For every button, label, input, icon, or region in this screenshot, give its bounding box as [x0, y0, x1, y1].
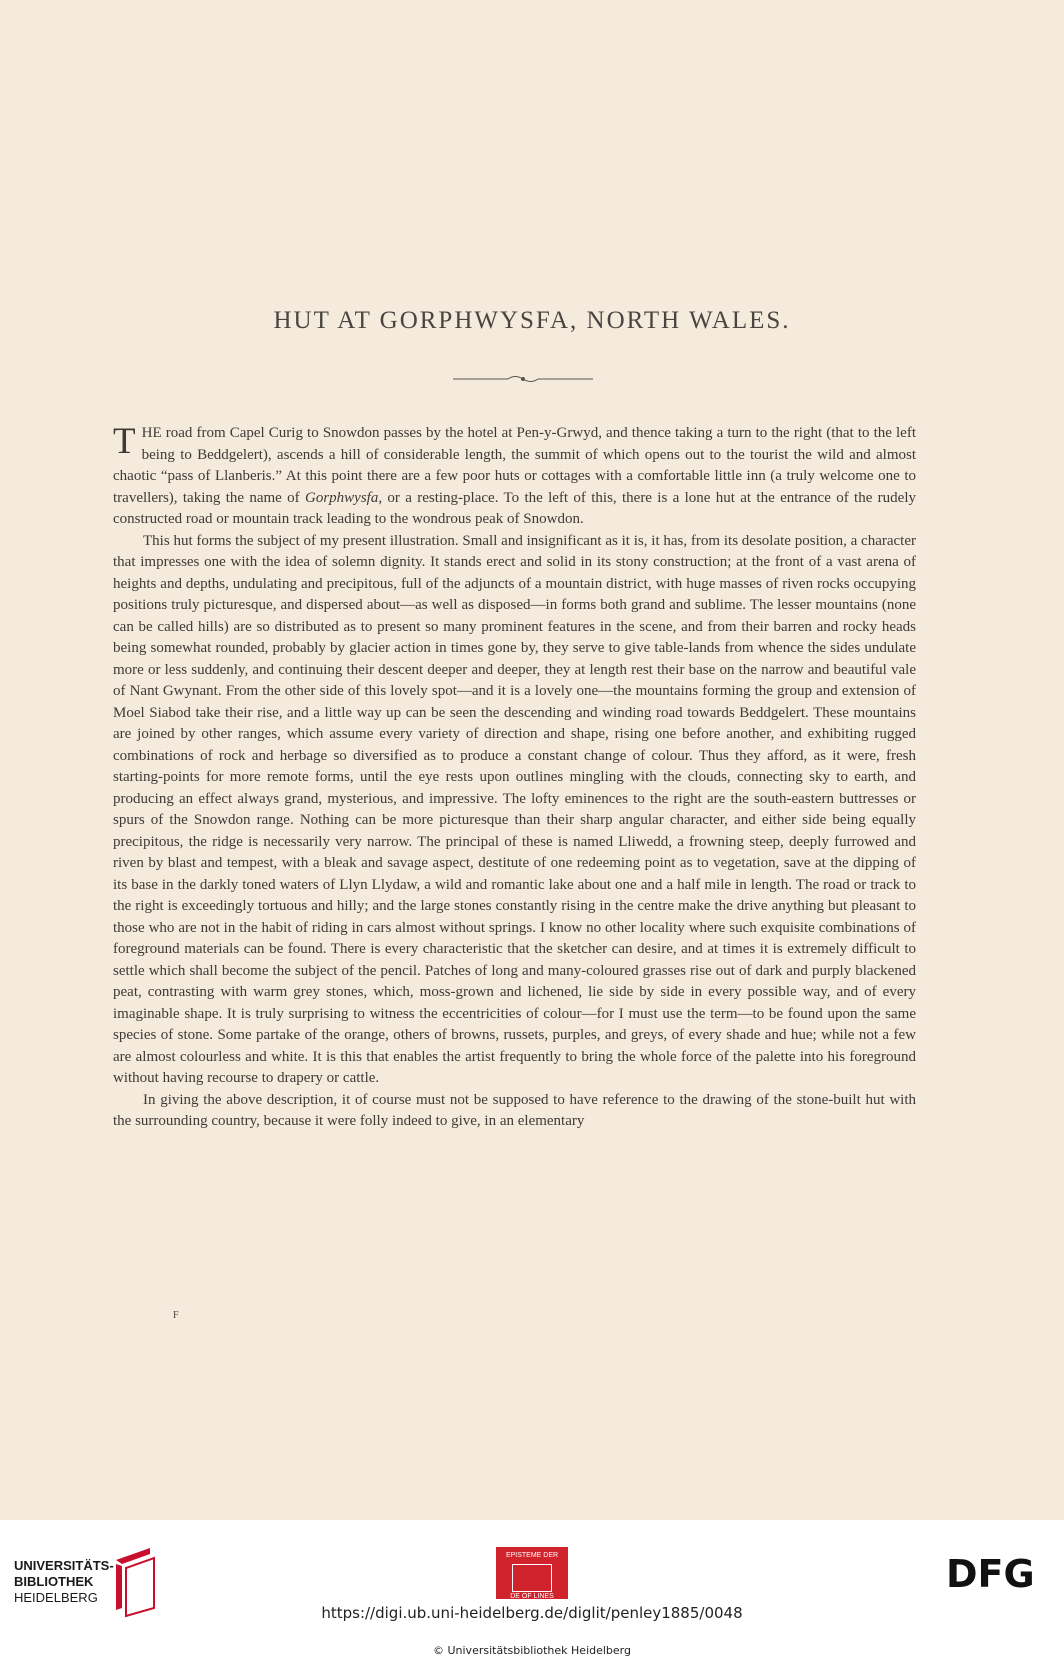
paragraph-1: THE road from Capel Curig to Snowdon passes by the hotel at Pen-y-Grwyd, and thence taking a turn to the right (that to the left being to Beddgelert), ascends a hill of considerable length, the summit of which opens out to the tourist the wild and almost chaotic “pass of Llanberis.” At this point there are a few poor huts or cottages with a comfortable little inn (a truly welcome one to travellers), taking the name of Gorphwysfa, or a resting-place. To the left of this, there is a lone hut at the entrance of the rudely constructed road or mountain track leading to the wondrous peak of Snowdon. [113, 421, 916, 527]
page-title: HUT AT GORPHWYSFA, NORTH WALES. [273, 307, 791, 334]
signature-mark: F [173, 1310, 179, 1321]
paragraph-3: In giving the above description, it of course must not be supposed to have reference to the drawing of the stone-built hut with the surrounding country, because it were folly indeed to give, in an elementary [113, 1091, 916, 1129]
copyright-notice: © Universitätsbibliothek Heidelberg [432, 1644, 631, 1657]
permalink-url[interactable]: https://digi.ub.uni-heidelberg.de/diglit/penley1885/0048 [321, 1604, 743, 1622]
dfg-logo[interactable] [946, 1553, 1050, 1591]
drop-cap: T [113, 421, 136, 462]
ornament-divider [453, 373, 593, 385]
episteme-logo-emblem [512, 1564, 552, 1592]
svg-text:DFG: DFG [946, 1553, 1035, 1591]
digitization-footer [0, 1520, 1064, 1668]
university-library-logo[interactable]: UNIVERSITÄTS- BIBLIOTHEK HEIDELBERG [14, 1548, 154, 1618]
article-body [113, 423, 916, 1133]
paragraph-2: This hut forms the subject of my present illustration. Small and insignificant as it is, it has, from its desolate position, a character that impresses one with the idea of solemn dignity. It stands erect and solid in its stony construction; at the front of a vast arena of heights and depths, undulating and precipitous, full of the adjuncts of a mountain district, with huge masses of riven rocks occupying positions truly picturesque, and dispersed about—as well as disposed—in forms both grand and sublime. The lesser mountains (none can be called hills) are so distributed as to present so many prominent features in the scene, and from their barren and rocky heads being somewhat rounded, probably by glacier action in times gone by, they serve to give table-lands from whence the sides undulate more or less suddenly, and continuing their descent deeper and deeper, they at length rest their base on the narrow and beautiful vale of Nant Gwynant. From the other side of this lovely spot—and it is a lovely one—the mountains forming the group and extension of Moel Siabod take their rise, and a little way up can be seen the descending and winding road towards Beddgelert. These mountains are joined by other ranges, which assume every variety of direction and shape, rising one before another, and exhibiting rugged combinations of rock and herbage so diversified as to produce a constant change of colour. Thus they afford, as it were, fresh starting-points for more remote forms, until the eye rests upon outlines mingling with the clouds, connecting sky to earth, and producing an effect always grand, mysterious, and impressive. The lofty eminences to the right are the south-eastern buttresses or spurs of the Snowdon range. Nothing can be more picturesque than their sharp angular character, and either side being equally precipitous, the ridge is necessarily very narrow. The principal of these is named Lliwedd, a frowning steep, deeply furrowed and riven by blast and tempest, with a bleak and savage aspect, destitute of one redeeming point as to vegetation, save at the dipping of its base in the darkly toned waters of Llyn Llydaw, a wild and romantic lake about one and a half mile in length. The road or track to the right is exceedingly tortuous and hilly; and the large stones constantly rising in the centre make the drive anything but pleasant to those who are not in the habit of riding in cars almost without springs. I know no other locality where such exquisite combinations of foreground materials can be found. There is every characteristic that the sketcher can desire, and at times it is extremely difficult to settle which shall become the subject of the pencil. Patches of long and many-coloured grasses rise out of dark and purply blackened peat, contrasting with warm grey stones, which, moss-grown and lichened, lie side by side in every possible way, and of every imaginable shape. It is truly surprising to witness the eccentricities of colour—for I must use the term—to be found upon the same species of stone. Some partake of the orange, others of browns, russets, purples, and greys, of every shade and hue; while not a few are almost colourless and white. It is this that enables the artist frequently to bring the whole force of the palette into his foreground without having recourse to drapery or cattle. [113, 532, 916, 1086]
episteme-logo[interactable]: EPISTEME DER DE OF LINES [496, 1547, 568, 1599]
